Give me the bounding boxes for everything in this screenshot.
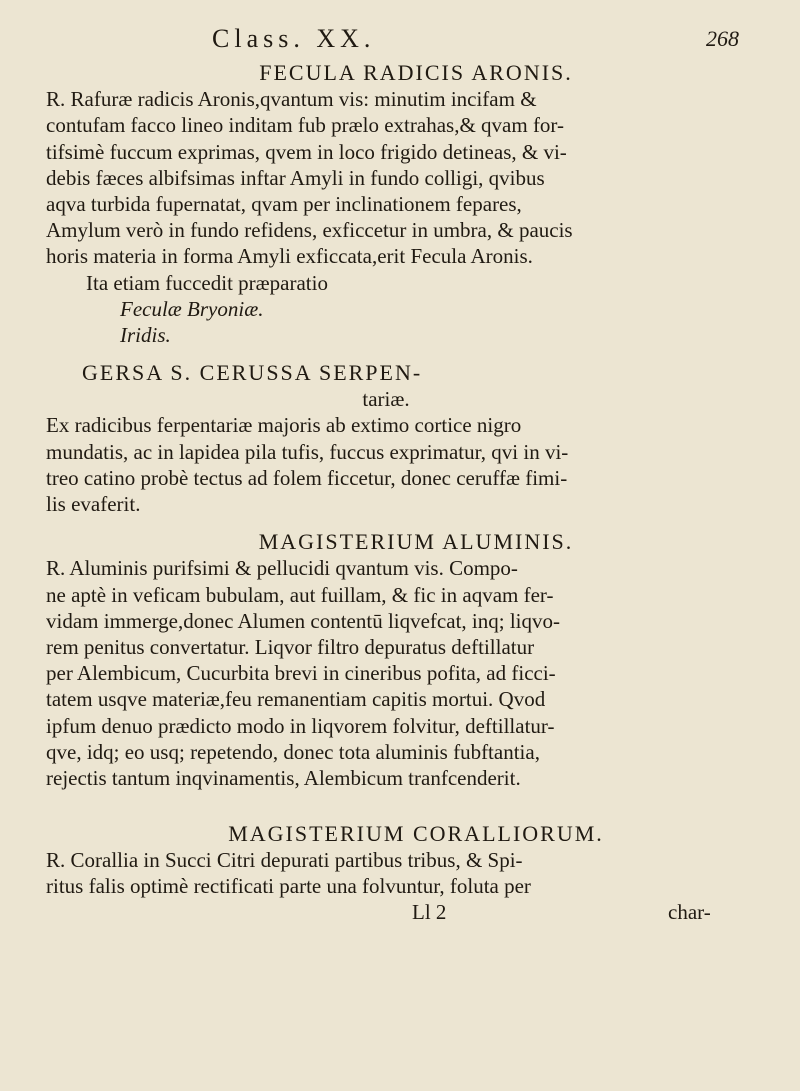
text-line: R. Aluminis purifsimi & pellucidi qvantum vis. Compo- [46, 556, 518, 581]
text-line: ipfum denuo prædicto modo in liqvorem folvitur, deftillatur- [46, 713, 555, 738]
text-line: ritus falis optimè rectificati parte una folvuntur, foluta per [46, 874, 531, 899]
section-heading-magisterium-coralliorum: MAGISTERIUM CORALLIORUM. [228, 821, 604, 847]
running-header [0, 24, 800, 58]
section-heading-fecula: FECULA RADICIS ARONIS. [259, 60, 573, 85]
text-line: lis evaferit. [46, 492, 141, 516]
text-line: horis materia in forma Amyli exficcata,erit Fecula Aronis. [46, 244, 533, 269]
text-line-italic: Feculæ Bryoniæ. [120, 296, 264, 321]
text-line: Amylum verò in fundo refidens, exficcetur in umbra, & paucis [46, 218, 573, 243]
text-line: per Alembicum, Cucurbita brevi in cineribus pofita, ad ficci- [46, 661, 556, 686]
text-line: Ita etiam fuccedit præparatio [86, 270, 328, 295]
catchword: char- [668, 899, 711, 924]
text-line: vidam immerge,donec Alumen contentū liqvefcat, inq; liqvo- [46, 608, 560, 633]
text-line: qve, idq; eo usq; repetendo, donec tota aluminis fubftantia, [46, 739, 540, 764]
text-line: ne aptè in veficam bubulam, aut fuillam, & fic in aqvam fer- [46, 582, 554, 607]
class-label: Class. XX. [212, 24, 376, 53]
body-text [46, 60, 786, 926]
signature-mark: Ll 2 [412, 899, 447, 924]
text-line: contufam facco lineo inditam fub prælo extrahas,& qvam for- [46, 113, 564, 138]
text-line: R. Corallia in Succi Citri depurati partibus tribus, & Spi- [46, 848, 523, 873]
section-heading-gersa-cont: tariæ. [362, 387, 410, 412]
text-line: rejectis tantum inqvinamentis, Alembicum tranfcenderit. [46, 765, 521, 790]
page-footer [46, 900, 786, 926]
page-number: 268 [706, 26, 739, 51]
text-line: R. Rafuræ radicis Aronis,qvantum vis: minutim incifam & [46, 87, 537, 112]
text-line: treo catino probè tectus ad folem ficcetur, donec ceruffæ fimi- [46, 465, 568, 490]
section-heading-magisterium-aluminis: MAGISTERIUM ALUMINIS. [258, 529, 574, 555]
text-line: debis fæces albifsimas inftar Amyli in fundo colligi, qvibus [46, 165, 545, 190]
section-heading-gersa: GERSA S. CERUSSA SERPEN- [82, 360, 423, 386]
text-line: mundatis, ac in lapidea pila tufis, fuccus exprimatur, qvi in vi- [46, 439, 569, 464]
text-line: tifsimè fuccum exprimas, qvem in loco frigido detineas, & vi- [46, 139, 567, 164]
text-line: Ex radicibus ferpentariæ majoris ab extimo cortice nigro [46, 413, 522, 438]
text-line: rem penitus convertatur. Liqvor filtro depuratus deftillatur [46, 634, 535, 659]
text-line-italic: Iridis. [120, 322, 171, 347]
text-line: tatem usqve materiæ,feu remanentiam capitis mortui. Qvod [46, 687, 546, 712]
text-line: aqva turbida fupernatat, qvam per inclinationem fepares, [46, 191, 522, 216]
